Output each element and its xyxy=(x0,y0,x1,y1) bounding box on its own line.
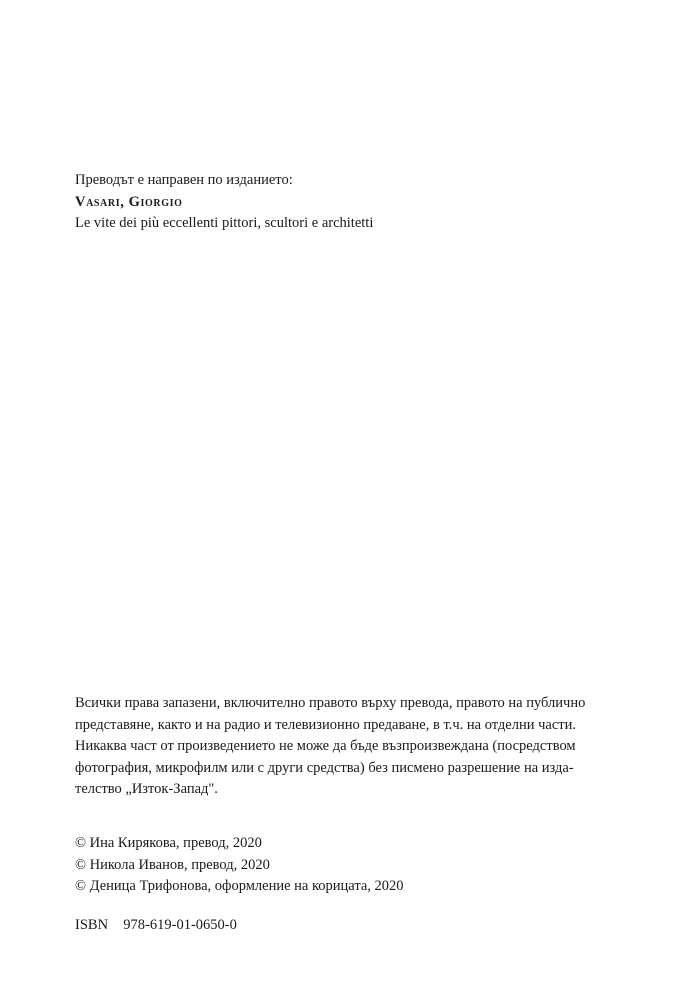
rights-line-1: Всички права запазени, включително правото върху превода, правото на публично xyxy=(75,695,586,711)
translation-note xyxy=(75,170,635,235)
rights-line-4: фотография, микрофилм или с други средства) без писмено разрешение на изда- xyxy=(75,759,574,776)
rights-line-5: телство „Изток-Запад". xyxy=(75,781,218,797)
rights-line-2: представяне, както и на радио и телевизионно предаване, в т.ч. на отделни части. xyxy=(75,716,576,733)
credit-line-2: © Никола Иванов, превод, 2020 xyxy=(75,856,270,873)
rights-line-3: Никаква част от произведението не може да бъде възпроизвеждана (посредством xyxy=(75,738,576,754)
credit-line-1: © Ина Кирякова, превод, 2020 xyxy=(75,835,262,851)
rights-notice xyxy=(75,693,631,801)
credit-line-3: © Деница Трифонова, оформление на корицата, 2020 xyxy=(75,878,404,894)
original-title: Le vite dei più eccellenti pittori, scultori e architetti xyxy=(75,215,374,231)
isbn: ISBN 978-619-01-0650-0 xyxy=(75,917,237,933)
original-author: Vasari, Giorgio xyxy=(75,193,183,210)
copyright-credits xyxy=(75,833,635,898)
translation-intro: Преводът е направен по изданието: xyxy=(75,172,293,188)
